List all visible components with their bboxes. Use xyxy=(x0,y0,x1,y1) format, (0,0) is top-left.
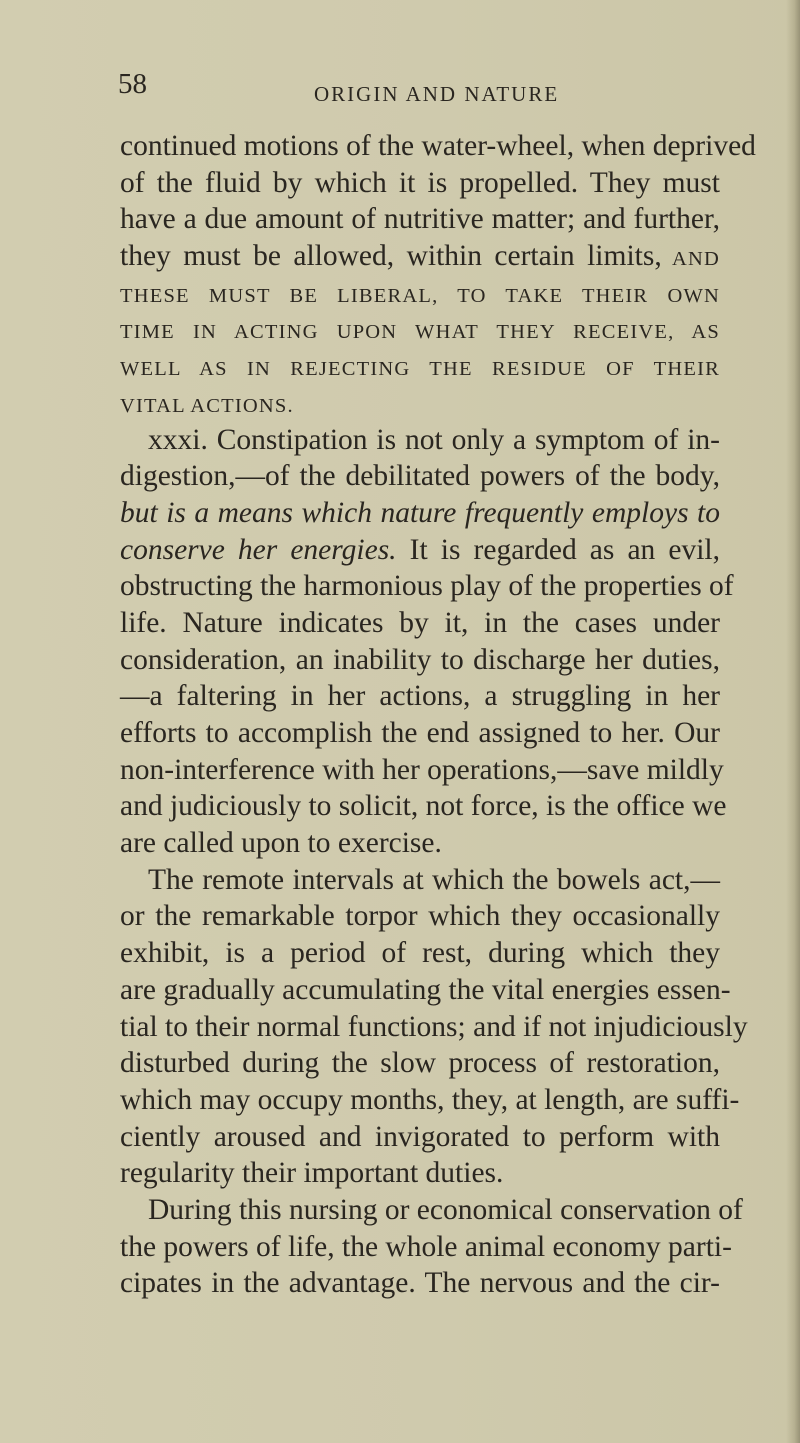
line-text: ciently aroused and invigorated to perform with xyxy=(120,1120,720,1153)
line-text: disturbed during the slow process of restoration, xyxy=(120,1047,720,1080)
text-line xyxy=(120,1009,748,1046)
text-line xyxy=(120,605,720,642)
small-caps-text: TIME IN ACTING UPON WHAT THEY RECEIVE, AS xyxy=(120,321,720,344)
line-text: are gradually accumulating the vital energies essen- xyxy=(120,973,731,1006)
line-text: The remote intervals at which the bowels act,— xyxy=(148,863,720,896)
text-line xyxy=(120,128,756,165)
text-line xyxy=(120,238,720,275)
line-text: they must be allowed, within certain limits, xyxy=(120,240,662,273)
text-line xyxy=(120,1082,740,1119)
text-line xyxy=(120,678,720,715)
line-text: life. Nature indicates by it, in the cases under xyxy=(120,606,720,639)
line-text: consideration, an inability to discharge her duties, xyxy=(120,643,720,676)
small-caps-text: VITAL ACTIONS. xyxy=(120,394,294,417)
line-text: and judiciously to solicit, not force, is the office we xyxy=(120,790,727,823)
line-text: have a due amount of nutritive matter; and further, xyxy=(120,203,720,236)
text-line xyxy=(120,715,720,752)
italic-text: but is a means which nature frequently employs to xyxy=(120,496,720,529)
text-line xyxy=(120,568,734,605)
line-text: efforts to accomplish the end assigned to her. Our xyxy=(120,717,720,749)
text-line xyxy=(120,752,724,789)
text-line xyxy=(120,862,720,899)
small-caps-text: THESE MUST BE LIBERAL, TO TAKE THEIR OWN xyxy=(120,284,720,307)
text-line xyxy=(120,1229,732,1266)
text-line xyxy=(120,385,720,422)
text-line xyxy=(120,1192,743,1229)
line-text: which may occupy months, they, at length, are suffi- xyxy=(120,1083,740,1116)
text-line xyxy=(120,201,720,238)
line-text: are called upon to exercise. xyxy=(120,827,442,860)
line-text: It is regarded as an evil, xyxy=(396,533,720,566)
line-text: non-interference with her operations,—save mildly xyxy=(120,753,724,786)
line-text: During this nursing or economical conservation of xyxy=(148,1193,743,1226)
text-line xyxy=(120,275,720,312)
text-line xyxy=(120,348,720,385)
text-line xyxy=(120,825,720,862)
italic-text: conserve her energies. xyxy=(120,533,397,566)
line-text: or the remarkable torpor which they occasionally xyxy=(120,900,720,933)
line-text: obstructing the harmonious play of the properties of xyxy=(120,570,734,603)
text-line xyxy=(120,495,720,532)
line-text: exhibit, is a period of rest, during which they xyxy=(120,937,720,970)
line-text: of the fluid by which it is propelled. They must xyxy=(120,166,720,199)
text-line xyxy=(120,1265,720,1302)
line-text: digestion,—of the debilitated powers of the body, xyxy=(120,460,720,493)
line-text: —a faltering in her actions, a struggling in her xyxy=(120,680,720,713)
text-line xyxy=(120,1155,720,1192)
text-line xyxy=(120,935,720,972)
small-caps-text: WELL AS IN REJECTING THE RESIDUE OF THEIR xyxy=(120,358,720,381)
running-head: ORIGIN AND NATURE xyxy=(314,82,560,106)
line-text: cipates in the advantage. The nervous and the cir- xyxy=(120,1267,720,1300)
line-text: xxxi. Constipation is not only a symptom of in- xyxy=(148,423,720,456)
text-line xyxy=(120,1119,720,1156)
text-line xyxy=(120,972,731,1009)
line-text: continued motions of the water-wheel, when deprived xyxy=(120,130,756,162)
page-edge-shadow xyxy=(786,0,800,1443)
text-line xyxy=(120,532,720,569)
text-line xyxy=(120,788,727,825)
page-number: 58 xyxy=(118,68,147,100)
text-line xyxy=(120,458,720,495)
line-text: tial to their normal functions; and if not injudiciously xyxy=(120,1010,748,1043)
text-line xyxy=(120,422,720,459)
text-line xyxy=(120,1045,720,1082)
small-caps-text: AND xyxy=(661,248,720,271)
body-text xyxy=(120,128,756,1302)
text-line xyxy=(120,311,720,348)
text-line xyxy=(120,165,720,202)
line-text: the powers of life, the whole animal economy parti- xyxy=(120,1230,732,1263)
line-text: regularity their important duties. xyxy=(120,1157,504,1190)
text-line xyxy=(120,642,720,679)
text-line xyxy=(120,898,720,935)
